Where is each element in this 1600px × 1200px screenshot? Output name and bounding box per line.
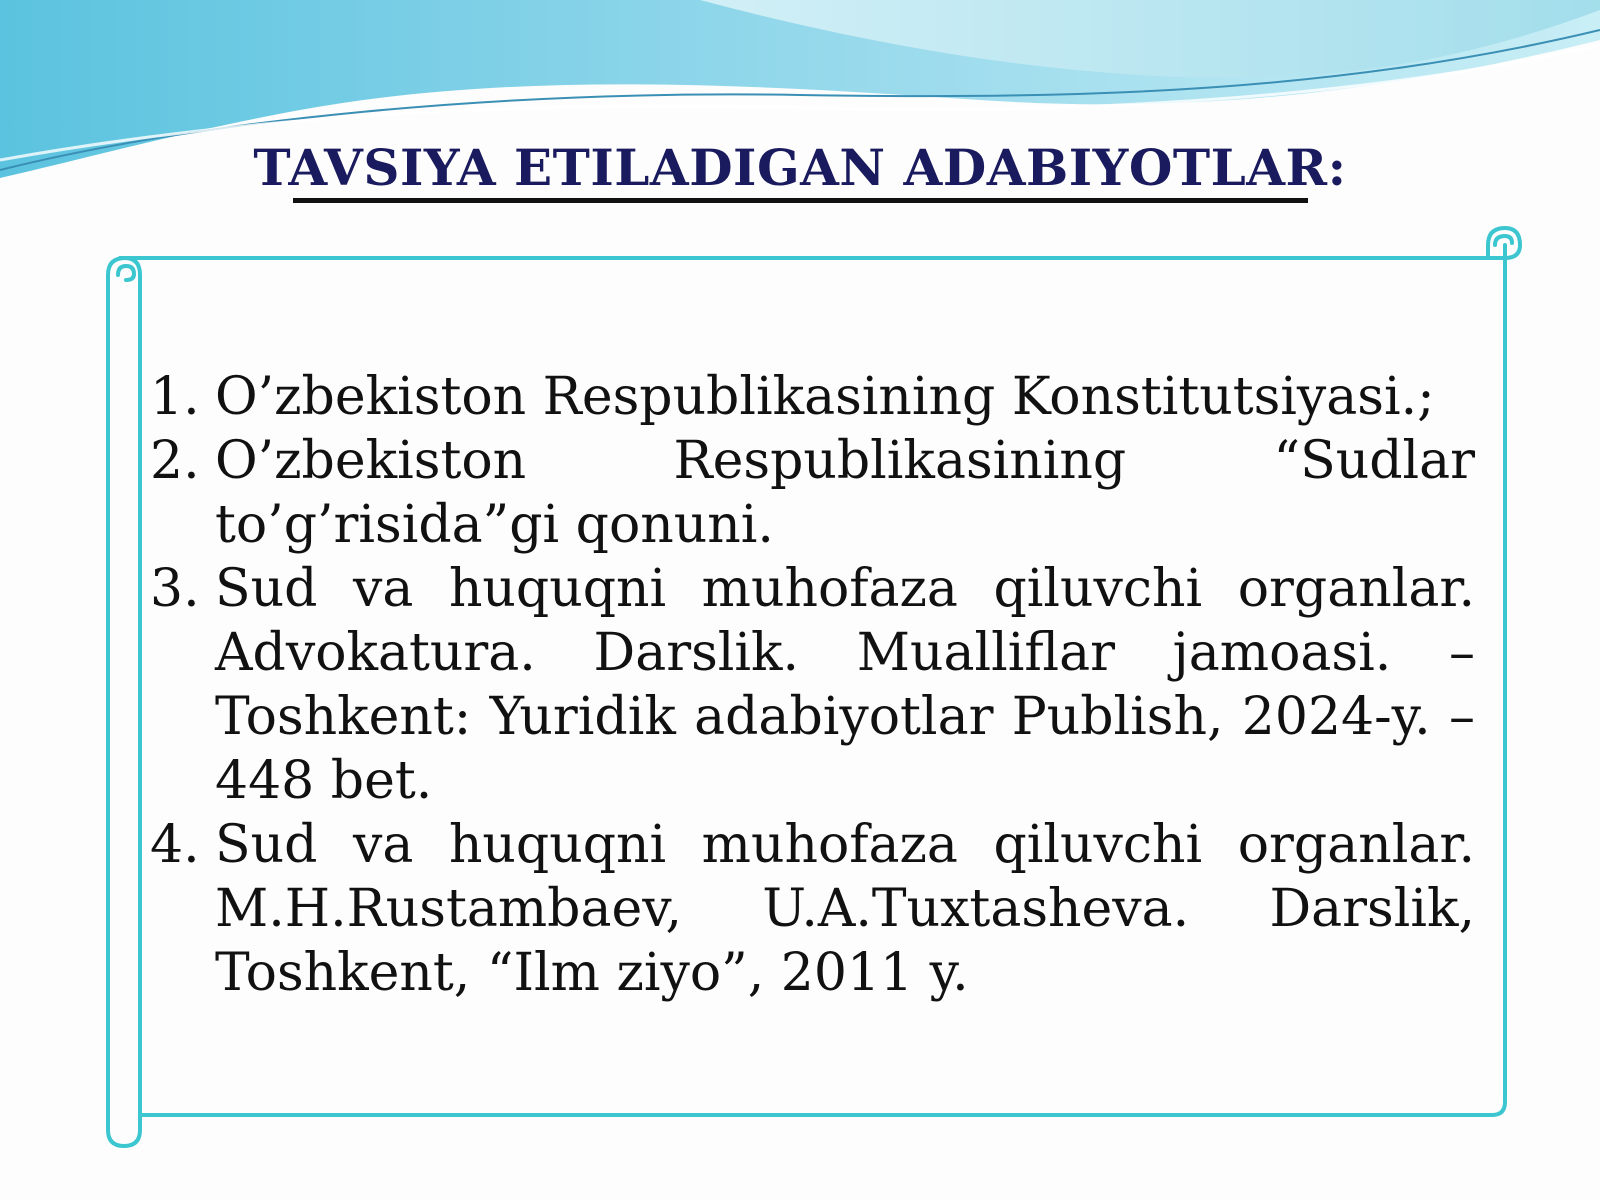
slide-title: TAVSIYA ETILADIGAN ADABIYOTLAR: [253, 138, 1347, 197]
reference-item-1 [150, 365, 1475, 429]
reference-number: 2. [150, 431, 200, 491]
reference-text: Sud va huquqni muhofaza qiluvchi organlar. Advokatura. Darslik. Mualliflar jamoasi. – Toshkent: Yuridik adabiyotlar Publish, 2024-y. – 448 bet. [215, 559, 1475, 811]
reference-list [150, 365, 1475, 1005]
reference-item-3 [150, 557, 1475, 813]
reference-number: 4. [150, 815, 200, 875]
reference-item-4 [150, 813, 1475, 1005]
reference-number: 1. [150, 367, 200, 427]
reference-number: 3. [150, 559, 200, 619]
reference-item-2 [150, 429, 1475, 557]
reference-text: Sud va huquqni muhofaza qiluvchi organlar. M.H.Rustambaev, U.A.Tuxtasheva. Darslik, Toshkent, “Ilm ziyo”, 2011 y. [215, 815, 1475, 1003]
reference-text: O’zbekiston Respublikasining “Sudlar to’g’risida”gi qonuni. [215, 431, 1475, 555]
reference-text: O’zbekiston Respublikasining Konstitutsiyasi.; [215, 367, 1435, 427]
